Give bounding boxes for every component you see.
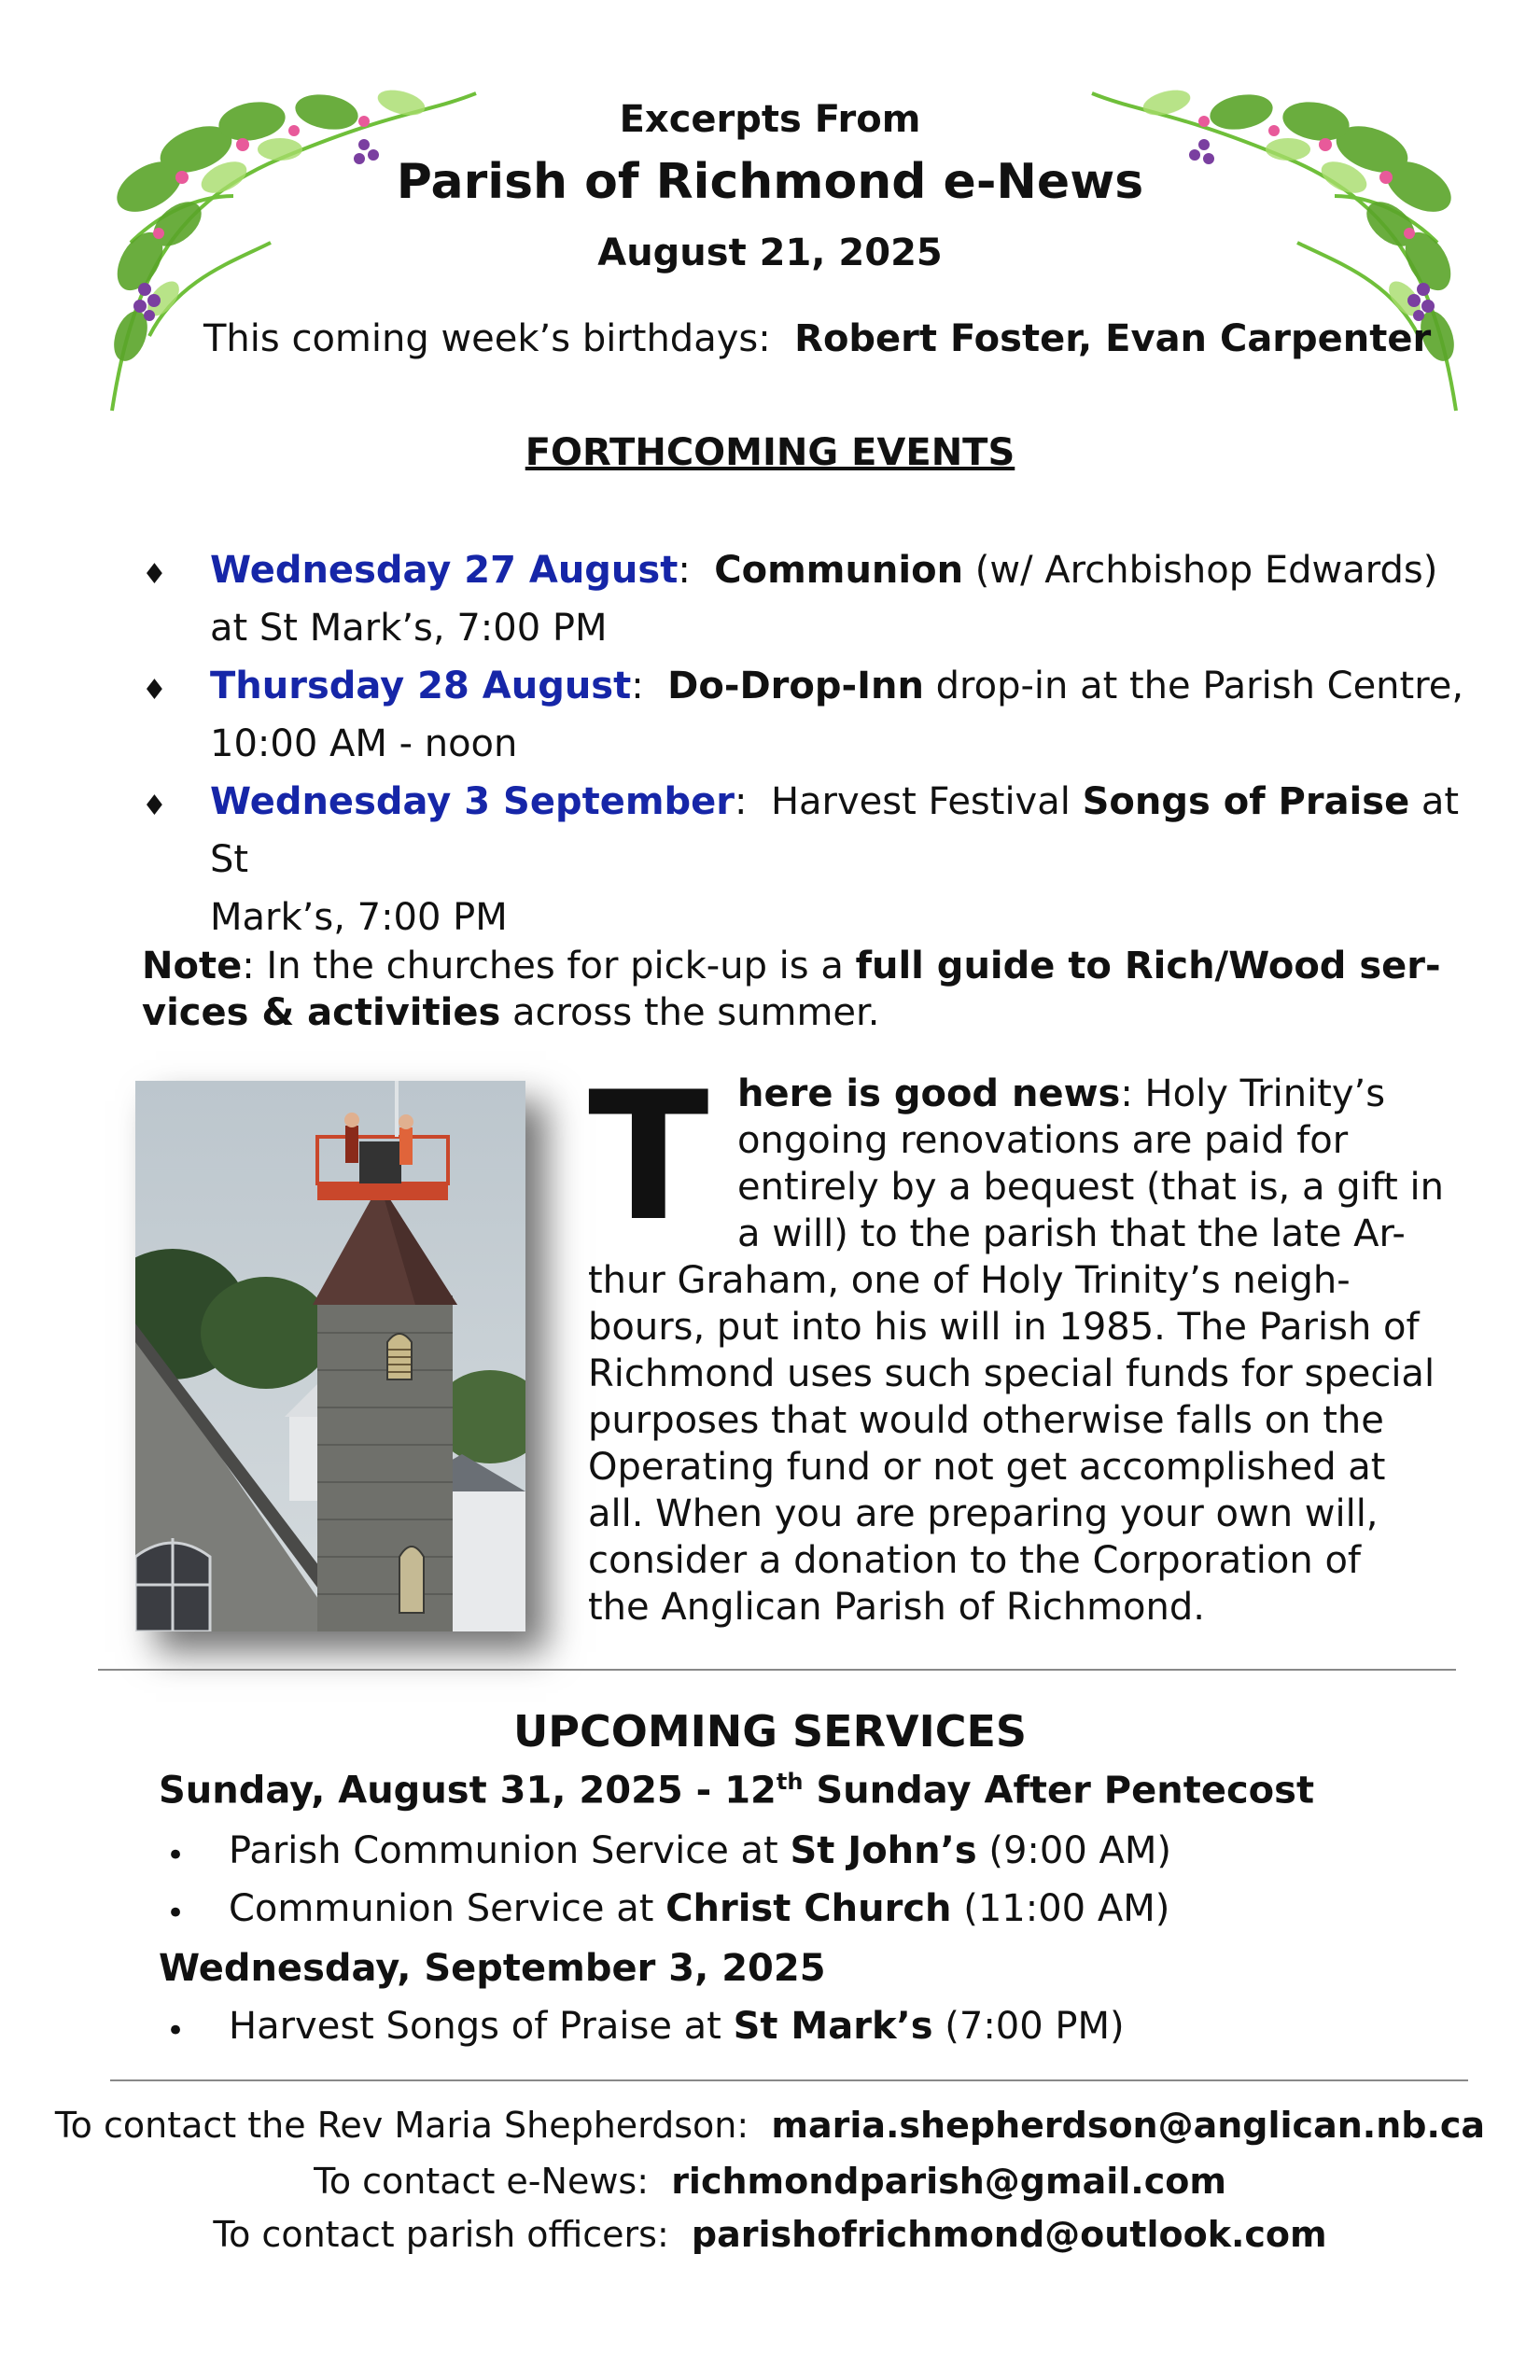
contact-line: To contact parish officers: parishofrichmond@outlook.com (213, 2214, 1327, 2255)
birthdays-label: This coming week’s birthdays: (203, 317, 771, 360)
bullet-icon: • (166, 1895, 186, 1932)
story-line: the Anglican Parish of Richmond. (588, 1586, 1205, 1629)
story-line: all. When you are preparing your own will, (588, 1492, 1379, 1535)
service-item: Communion Service at Christ Church (11:00 AM) (229, 1887, 1170, 1930)
event-item: Wednesday 27 August: Communion (w/ Archbishop Edwards) at St Mark’s, 7:00 PM (210, 549, 1438, 650)
event-date: Wednesday 27 August (210, 549, 679, 592)
service-item: Harvest Songs of Praise at St Mark’s (7:00 PM) (229, 2005, 1125, 2048)
event-title: Do-Drop-Inn (667, 665, 924, 707)
story-line: entirely by a bequest (that is, a gift in (737, 1166, 1444, 1209)
story-line: bours, put into his will in 1985. The Parish of (588, 1306, 1420, 1349)
story-line: thur Graham, one of Holy Trinity’s neigh- (588, 1259, 1351, 1302)
service-day-heading: Wednesday, September 3, 2025 (159, 1947, 826, 1990)
story-line: Operating fund or not get accomplished at (588, 1446, 1386, 1489)
bullet-icon: • (166, 1837, 186, 1874)
diamond-bullet-icon: ♦ (142, 790, 167, 822)
contact-email-link[interactable]: richmondparish@gmail.com (671, 2161, 1226, 2202)
events-heading: FORTHCOMING EVENTS (525, 431, 1015, 474)
birthdays-line (203, 317, 1431, 360)
drop-cap-letter: T (588, 1054, 709, 1260)
newsletter-title: Parish of Richmond e-News (396, 154, 1144, 210)
service-day-heading: Sunday, August 31, 2025 - 12th Sunday After Pentecost (159, 1769, 1315, 1813)
note-paragraph: Note: In the churches for pick-up is a full guide to Rich/Wood ser- vices & activities across the summer. (142, 945, 1441, 1034)
services-heading: UPCOMING SERVICES (512, 1706, 1028, 1757)
diamond-bullet-icon: ♦ (142, 674, 167, 707)
story-line: here is good news: Holy Trinity’s (737, 1072, 1386, 1115)
story-line: Richmond uses such special funds for special (588, 1352, 1435, 1395)
story-lead: here is good news (737, 1072, 1121, 1115)
contact-email-link[interactable]: maria.shepherdson@anglican.nb.ca (771, 2105, 1486, 2146)
section-divider (110, 2079, 1468, 2081)
newsletter-date: August 21, 2025 (597, 231, 943, 274)
story-line: a will) to the parish that the late Ar- (737, 1212, 1406, 1255)
event-date: Thursday 28 August (210, 665, 632, 707)
header-excerpts: Excerpts From (619, 98, 921, 141)
event-title: Songs of Praise (1082, 780, 1410, 823)
story-line: consider a donation to the Corporation of (588, 1539, 1362, 1582)
service-item: Parish Communion Service at St John’s (9:00 AM) (229, 1829, 1171, 1872)
section-divider (98, 1669, 1456, 1671)
event-item: Wednesday 3 September: Harvest Festival Songs of Praise at St Mark’s, 7:00 PM (210, 780, 1460, 939)
bullet-icon: • (166, 2012, 186, 2050)
story-line: purposes that would otherwise falls on the (588, 1399, 1384, 1442)
contact-line: To contact e-News: richmondparish@gmail.com (314, 2161, 1226, 2202)
event-title: Communion (714, 549, 964, 592)
contact-line: To contact the Rev Maria Shepherdson: maria.shepherdson@anglican.nb.ca (54, 2105, 1486, 2146)
diamond-bullet-icon: ♦ (142, 558, 167, 591)
event-item: Thursday 28 August: Do-Drop-Inn drop-in at the Parish Centre, 10:00 AM - noon (210, 665, 1464, 765)
note-label: Note (142, 945, 243, 987)
contact-email-link[interactable]: parishofrichmond@outlook.com (691, 2214, 1327, 2255)
church-tower-photo (135, 1081, 525, 1631)
birthdays-names: Robert Foster, Evan Carpenter (794, 317, 1432, 360)
story-line: ongoing renovations are paid for (737, 1119, 1349, 1162)
event-date: Wednesday 3 September (210, 780, 735, 823)
